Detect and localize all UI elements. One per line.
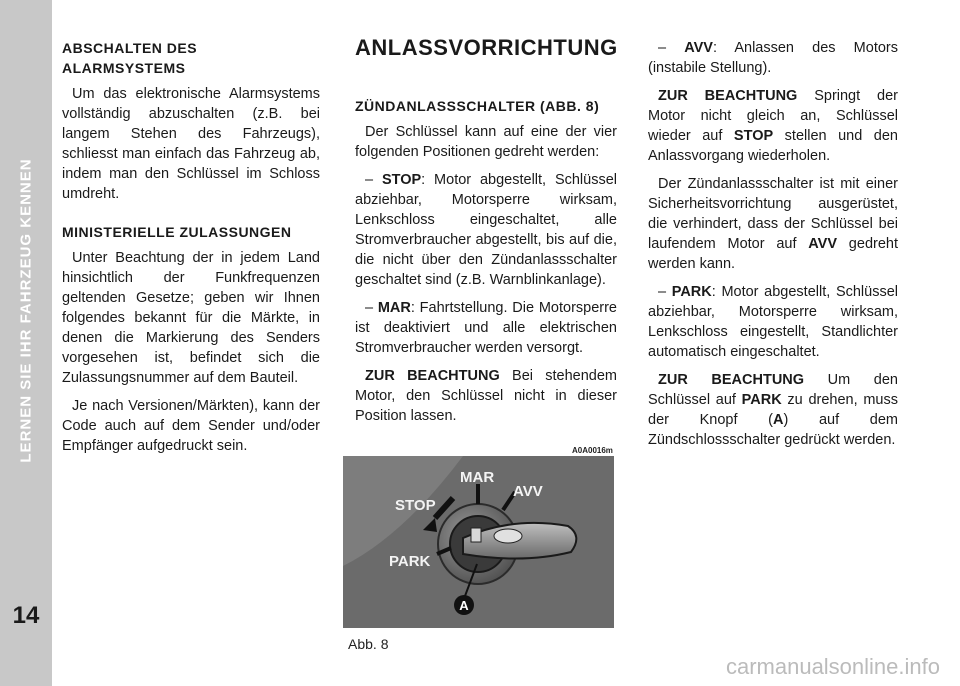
- paragraph-approvals-1: Unter Beachtung der in jedem Land hinsichtlich der Funkfrequenzen geltenden Gesetze; geben wir Ihnen folgendes bekannt für die Märkte, in denen die Markierung des Senders vorgesehen ist, befindet sich die Zulassungsnummer auf dem Bauteil.: [62, 250, 320, 386]
- heading-ignition-switch: ZÜNDANLASSSCHALTER (ABB. 8): [355, 98, 600, 114]
- column-left: [62, 38, 320, 464]
- figure-caption: Abb. 8: [348, 636, 389, 652]
- column-right: [648, 38, 898, 458]
- label-avv-fig: AVV: [513, 483, 543, 500]
- paragraph-safety: Der Zündanlassschalter ist mit einer Sicherheitsvorrichtung ausgerüstet, die verhindert, dass der Schlüssel bei laufendem Motor auf AVV gedreht werden kann.: [648, 176, 898, 272]
- watermark: carmanualsonline.info: [725, 654, 940, 679]
- paragraph-stop: – STOP: Motor abgestellt, Schlüssel abziehbar, Motorsperre wirksam, Lenkschloss eingeschaltet, alle Stromverbraucher abgestellt, bis auf die, die nicht über den Zündanlassschalter geschaltet sind (z.B. Warnblinkanlage).: [355, 172, 617, 288]
- paragraph-avv: – AVV: Anlassen des Motors (instabile Stellung).: [648, 40, 898, 76]
- paragraph-intro: Der Schlüssel kann auf eine der vier folgenden Positionen gedreht werden:: [355, 124, 617, 160]
- label-park-fig: PARK: [389, 553, 431, 570]
- paragraph-approvals-2: Je nach Versionen/Märkten), kann der Code auch auf dem Sender und/oder Empfänger aufgedruckt sein.: [62, 398, 320, 454]
- label-a-fig: A: [459, 598, 469, 613]
- paragraph-note-park: ZUR BEACHTUNG Um den Schlüssel auf PARK zu drehen, muss der Knopf (A) auf dem Zündschlossschalter gedrückt werden.: [648, 372, 898, 448]
- sidebar: [0, 0, 52, 686]
- label-note: ZUR BEACHTUNG: [365, 368, 500, 384]
- label-stop-fig: STOP: [395, 497, 436, 514]
- ignition-switch-figure: [343, 456, 614, 628]
- heading-approvals: MINISTERIELLE ZULASSUNGEN: [62, 224, 292, 240]
- label-stop: STOP: [381, 172, 422, 188]
- ignition-switch-illustration: [343, 456, 614, 628]
- label-mar: MAR: [377, 300, 411, 316]
- paragraph-note-restart: ZUR BEACHTUNG Springt der Motor nicht gleich an, Schlüssel wieder auf STOP stellen und den Anlassvorgang wiederholen.: [648, 88, 898, 164]
- heading-alarm: ABSCHALTEN DES ALARMSYSTEMS: [62, 40, 198, 76]
- paragraph-mar: – MAR: Fahrtstellung. Die Motorsperre ist deaktiviert und alle elektrischen Stromverbraucher werden versorgt.: [355, 300, 617, 356]
- figure-code: A0A0016m: [572, 446, 613, 455]
- paragraph-note-mar: ZUR BEACHTUNG Bei stehendem Motor, den Schlüssel nicht in dieser Position lassen.: [355, 368, 618, 424]
- label-mar-fig: MAR: [460, 469, 495, 486]
- label-avv: AVV: [684, 40, 713, 56]
- paragraph-park: – PARK: Motor abgestellt, Schlüssel abziehbar, Motorsperre wirksam, Lenkschloss eingestellt, Standlichter automatisch eingeschaltet.: [648, 284, 898, 360]
- heading-ignition-device: ANLASSVORRICHTUNG: [355, 35, 618, 60]
- paragraph-alarm: Um das elektronische Alarmsystems vollständig abzuschalten (z.B. bei langem Stehen des Fahrzeugs), schliesst man einfach das Fahrzeug ab, indem man den Schlüssel im Schloss umdreht.: [62, 86, 320, 202]
- section-title: LERNEN SIE IHR FAHRZEUG KENNEN: [17, 157, 35, 463]
- label-park: PARK: [671, 284, 712, 300]
- page-number: 14: [12, 602, 40, 629]
- column-middle: [355, 35, 618, 434]
